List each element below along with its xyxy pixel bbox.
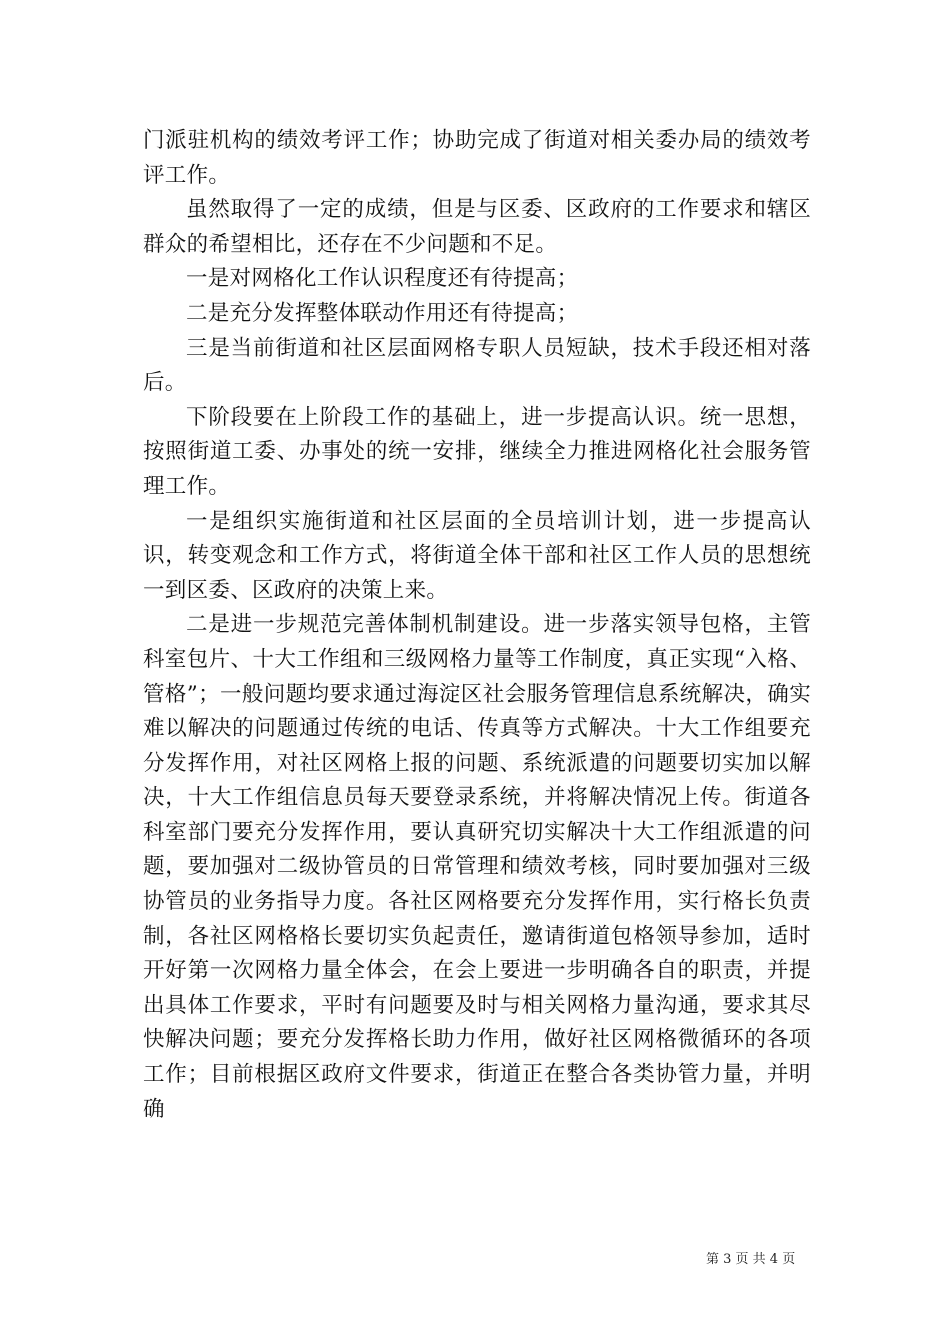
paragraph-1: 门派驻机构的绩效考评工作；协助完成了街道对相关委办局的绩效考评工作。	[143, 128, 811, 188]
paragraph-3: 一是对网格化工作认识程度还有待提高；	[186, 266, 579, 292]
paragraph-5: 三是当前街道和社区层面网格专职人员短缺，技术手段还相对落后。	[143, 335, 811, 396]
paragraph-2: 虽然取得了一定的成绩，但是与区委、区政府的工作要求和辖区群众的希望相比，还存在不少问题和不足。	[143, 197, 811, 257]
document-body	[143, 124, 811, 1127]
paragraph-7: 一是组织实施街道和社区层面的全员培训计划，进一步提高认识，转变观念和工作方式，将街道全体干部和社区工作人员的思想统一到区委、区政府的决策上来。	[143, 508, 811, 603]
page-number-footer: 第 3 页 共 4 页	[706, 1252, 796, 1267]
paragraph-4: 二是充分发挥整体联动作用还有待提高；	[186, 300, 579, 326]
paragraph-6: 下阶段要在上阶段工作的基础上，进一步提高认识。统一思想，按照街道工委、办事处的统一安排，继续全力推进网格化社会服务管理工作。	[143, 404, 811, 499]
paragraph-8: 二是进一步规范完善体制机制建设。进一步落实领导包格，主管科室包片、十大工作组和三级网格力量等工作制度，真正实现“入格、管格”；一般问题均要求通过海淀区社会服务管理信息系统解决，确实难以解决的问题通过传统的电话、传真等方式解决。十大工作组要充分发挥作用，对社区网格上报的问题、系统派遣的问题要切实加以解决，十大工作组信息员每天要登录系统，并将解决情况上传。街道各科室部门要充分发挥作用，要认真研究切实解决十大工作组派遣的问题，要加强对二级协管员的日常管理和绩效考核，同时要加强对三级协管员的业务指导力度。各社区网格要充分发挥作用，实行格长负责制，各社区网格格长要切实负起责任，邀请街道包格领导参加，适时开好第一次网格力量全体会，在会上要进一步明确各自的职责，并提出具体工作要求，平时有问题要及时与相关网格力量沟通，要求其尽快解决问题；要充分发挥格长助力作用，做好社区网格微循环的各项工作；目前根据区政府文件要求，街道正在整合各类协管力量，并明确	[143, 612, 811, 1122]
